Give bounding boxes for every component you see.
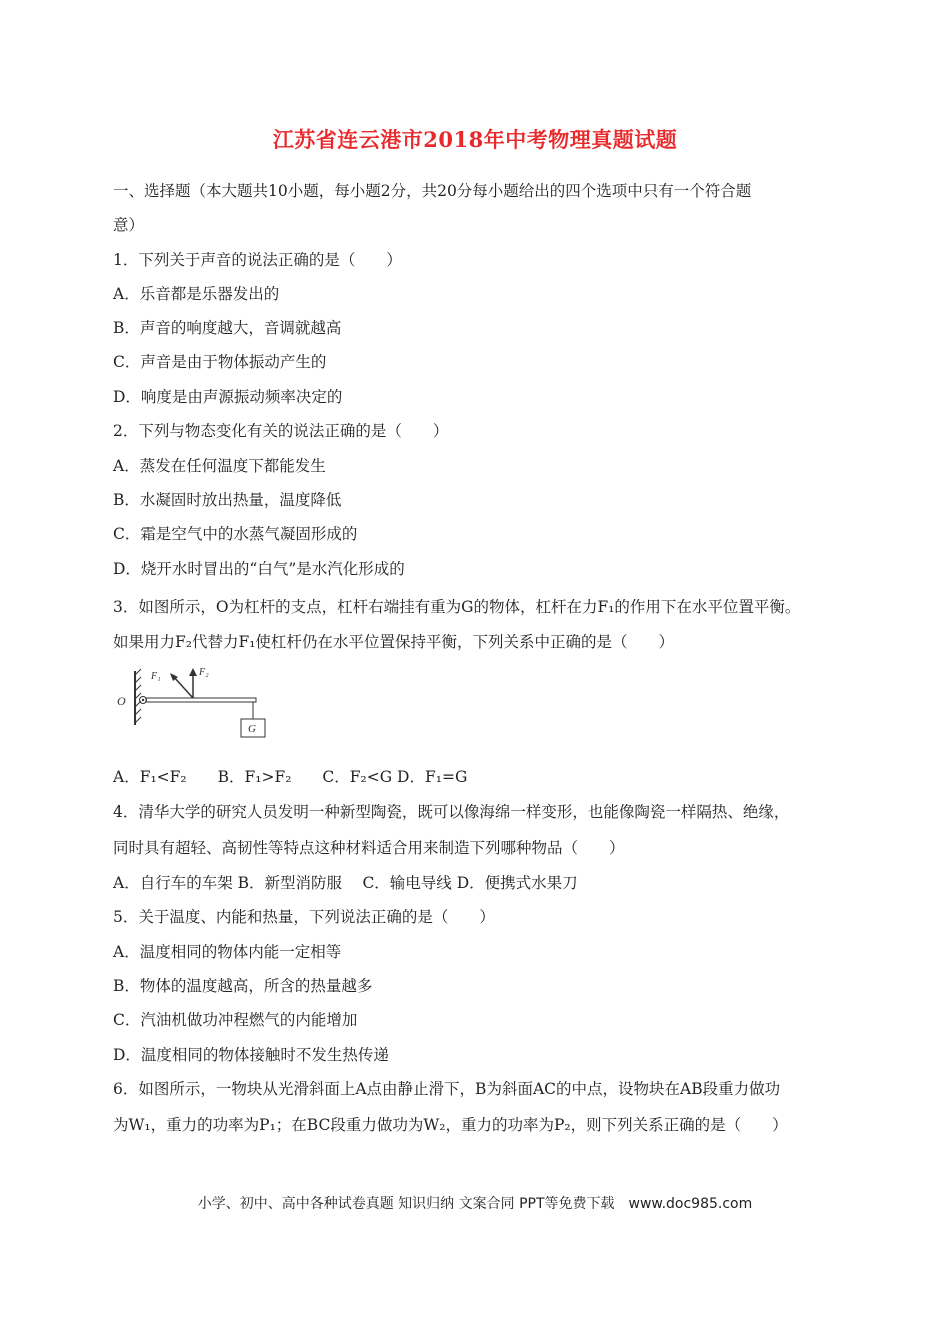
q3-stem-line1: 3．如图所示，O为杠杆的支点，杠杆右端挂有重为G的物体，杠杆在力F₁的作用下在水平位置平衡。 xyxy=(113,598,801,616)
q1-option-c: C．声音是由于物体振动产生的 xyxy=(113,353,327,371)
label-f1: F₁ xyxy=(151,671,161,682)
f2-arrow-head xyxy=(189,668,197,676)
pivot-dot xyxy=(142,699,144,701)
q4-stem-line1: 4．清华大学的研究人员发明一种新型陶瓷，既可以像海绵一样变形，也能像陶瓷一样隔热、绝缘， xyxy=(113,803,790,821)
q5-option-d: D．温度相同的物体接触时不发生热传递 xyxy=(113,1046,389,1064)
q3-options: A．F₁<F₂ B．F₁>F₂ C．F₂<G D．F₁=G xyxy=(113,768,468,786)
lever-diagram xyxy=(113,663,271,741)
f1-arrow-line xyxy=(173,676,193,698)
q2-option-d: D．烧开水时冒出的“白气”是水汽化形成的 xyxy=(113,560,405,578)
page-title: 江苏省连云港市2018年中考物理真题试题 xyxy=(272,127,678,152)
lever-figure xyxy=(113,663,271,741)
section-heading-cont: 意） xyxy=(113,216,145,234)
label-g: G xyxy=(248,723,256,735)
q4-options: A．自行车的车架 B．新型消防服 C．输电导线 D．便携式水果刀 xyxy=(113,874,578,892)
q2-option-c: C．霜是空气中的水蒸气凝固形成的 xyxy=(113,525,358,543)
q2-stem: 2．下列与物态变化有关的说法正确的是（ ） xyxy=(113,422,449,440)
label-f2: F₂ xyxy=(199,667,209,678)
q1-option-a: A．乐音都是乐器发出的 xyxy=(113,285,280,303)
q1-option-b: B．声音的响度越大，音调就越高 xyxy=(113,319,342,337)
q3-stem-line2: 如果用力F₂代替力F₁使杠杆仍在水平位置保持平衡，下列关系中正确的是（ ） xyxy=(113,633,674,651)
q5-option-b: B．物体的温度越高，所含的热量越多 xyxy=(113,977,373,995)
q2-option-b: B．水凝固时放出热量，温度降低 xyxy=(113,491,342,509)
section-heading: 一、选择题（本大题共10小题，每小题2分，共20分每小题给出的四个选项中只有一个符合题 xyxy=(113,182,752,200)
page-footer: 小学、初中、高中各种试卷真题 知识归纳 文案合同 PPT等免费下载 www.doc985.com xyxy=(197,1196,753,1212)
lever-bar xyxy=(146,698,256,702)
q2-option-a: A．蒸发在任何温度下都能发生 xyxy=(113,457,326,475)
q6-stem-line1: 6．如图所示，一物块从光滑斜面上A点由静止滑下，B为斜面AC的中点，设物块在AB段重力做功 xyxy=(113,1080,781,1098)
q5-stem: 5．关于温度、内能和热量，下列说法正确的是（ ） xyxy=(113,908,495,926)
q1-stem: 1．下列关于声音的说法正确的是（ ） xyxy=(113,251,402,269)
q4-stem-line2: 同时具有超轻、高韧性等特点这种材料适合用来制造下列哪种物品（ ） xyxy=(113,839,625,857)
q5-option-c: C．汽油机做功冲程燃气的内能增加 xyxy=(113,1011,358,1029)
q6-stem-line2: 为W₁，重力的功率为P₁；在BC段重力做功为W₂，重力的功率为P₂，则下列关系正确的是（ ） xyxy=(113,1116,788,1134)
q5-option-a: A．温度相同的物体内能一定相等 xyxy=(113,943,342,961)
q1-option-d: D．响度是由声源振动频率决定的 xyxy=(113,388,343,406)
label-o: O xyxy=(117,694,126,708)
